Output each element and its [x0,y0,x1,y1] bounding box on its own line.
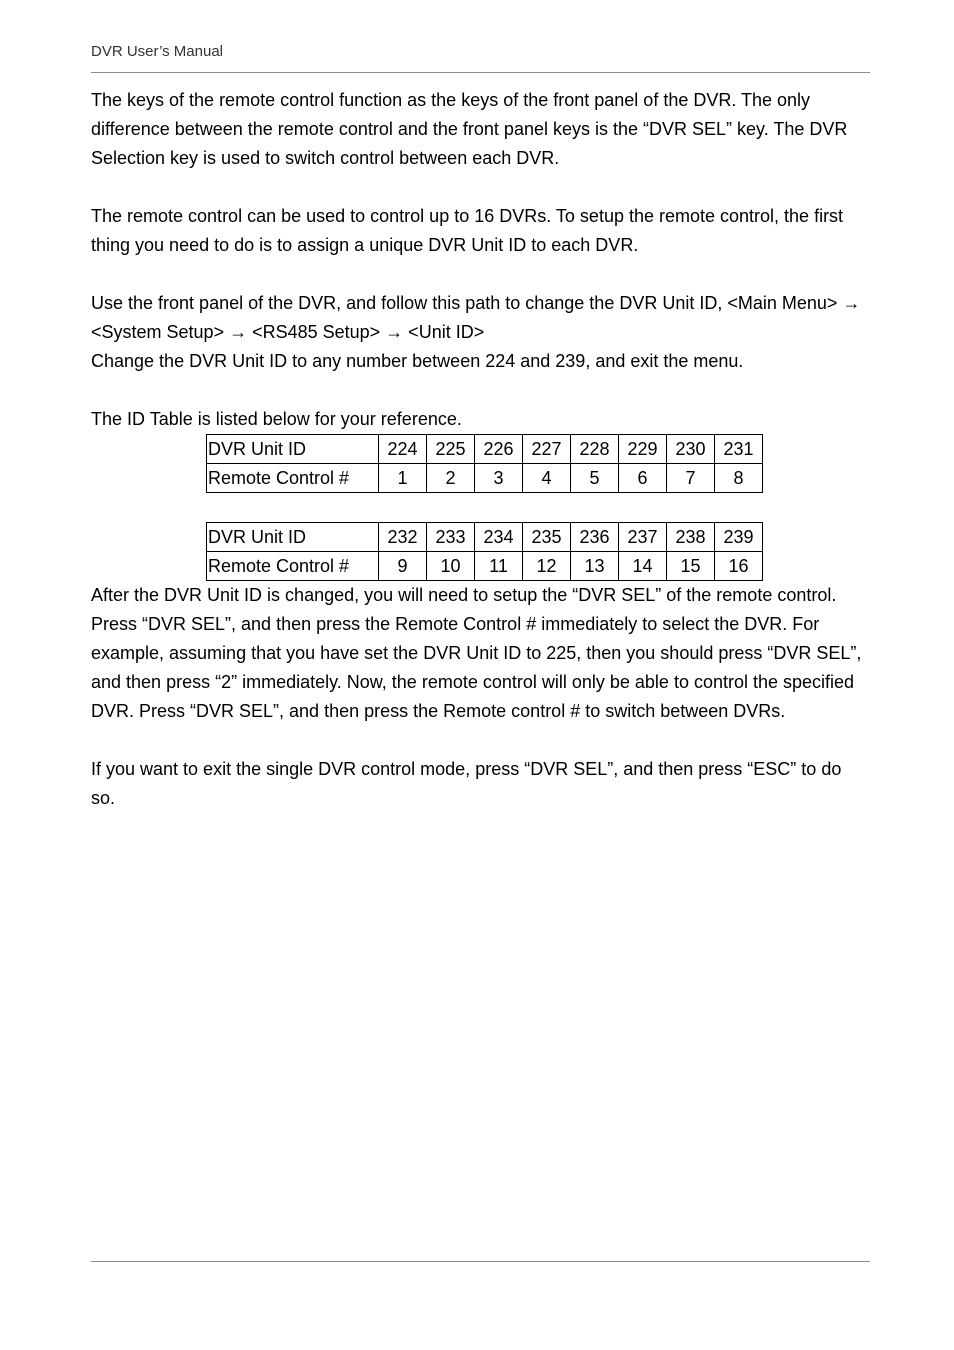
paragraph-dvr-sel-usage: After the DVR Unit ID is changed, you will need to setup the “DVR SEL” of the remote control. Press “DVR SEL”, and then press the Remote Control # immediately to select the DVR. For example, assuming that you have set the DVR Unit ID to 225, then you should press “DVR SEL”, and then press “2” immediately. Now, the remote control will only be able to control the specified DVR. Press “DVR SEL”, and then press the Remote control # to switch between DVRs. [91,585,862,721]
unit-id-cell: 233 [427,523,475,552]
row-label: DVR Unit ID [207,523,379,552]
row-label: Remote Control # [207,552,379,581]
paragraph-unit-id-range: Change the DVR Unit ID to any number between 224 and 239, and exit the menu. [91,351,744,371]
unit-id-cell: 236 [571,523,619,552]
remote-number-cell: 1 [379,464,427,493]
unit-id-cell: 230 [667,435,715,464]
table-row [207,552,763,581]
table-row [207,523,763,552]
document-title: DVR User’s Manual [91,43,223,60]
unit-id-cell: 237 [619,523,667,552]
paragraph-unit-id-path: Use the front panel of the DVR, and follow this path to change the DVR Unit ID, <Main Menu> → <System Setup> → <RS485 Setup> → <Unit ID> [91,293,861,342]
unit-id-cell: 238 [667,523,715,552]
remote-number-cell: 6 [619,464,667,493]
paragraph-id-table-intro: The ID Table is listed below for your reference. [91,409,462,429]
unit-id-cell: 226 [475,435,523,464]
row-label: Remote Control # [207,464,379,493]
unit-id-cell: 228 [571,435,619,464]
remote-number-cell: 16 [715,552,763,581]
table-row [207,435,763,464]
unit-id-cell: 227 [523,435,571,464]
remote-number-cell: 10 [427,552,475,581]
unit-id-cell: 234 [475,523,523,552]
page-content [91,86,870,842]
unit-id-cell: 224 [379,435,427,464]
remote-number-cell: 12 [523,552,571,581]
remote-number-cell: 4 [523,464,571,493]
table-row [207,464,763,493]
id-tables [91,434,870,581]
paragraph-exit-single-mode: If you want to exit the single DVR control mode, press “DVR SEL”, and then press “ESC” to do so. [91,759,842,808]
id-table [206,434,763,493]
row-label: DVR Unit ID [207,435,379,464]
unit-id-cell: 225 [427,435,475,464]
remote-number-cell: 15 [667,552,715,581]
unit-id-cell: 231 [715,435,763,464]
remote-number-cell: 7 [667,464,715,493]
remote-number-cell: 2 [427,464,475,493]
id-table [206,522,763,581]
remote-number-cell: 11 [475,552,523,581]
remote-number-cell: 5 [571,464,619,493]
remote-number-cell: 3 [475,464,523,493]
remote-number-cell: 9 [379,552,427,581]
table-spacer [91,493,870,522]
remote-number-cell: 8 [715,464,763,493]
footer-divider [91,1261,870,1262]
unit-id-cell: 229 [619,435,667,464]
paragraph-remote-setup: The remote control can be used to control up to 16 DVRs. To setup the remote control, the first thing you need to do is to assign a unique DVR Unit ID to each DVR. [91,206,844,255]
remote-number-cell: 13 [571,552,619,581]
unit-id-cell: 235 [523,523,571,552]
paragraph-dvr-sel-intro: The keys of the remote control function as the keys of the front panel of the DVR. The only difference between the remote control and the front panel keys is the “DVR SEL” key. The DVR Selection key is used to switch control between each DVR. [91,90,848,168]
unit-id-cell: 232 [379,523,427,552]
unit-id-cell: 239 [715,523,763,552]
page-header [91,42,870,73]
remote-number-cell: 14 [619,552,667,581]
